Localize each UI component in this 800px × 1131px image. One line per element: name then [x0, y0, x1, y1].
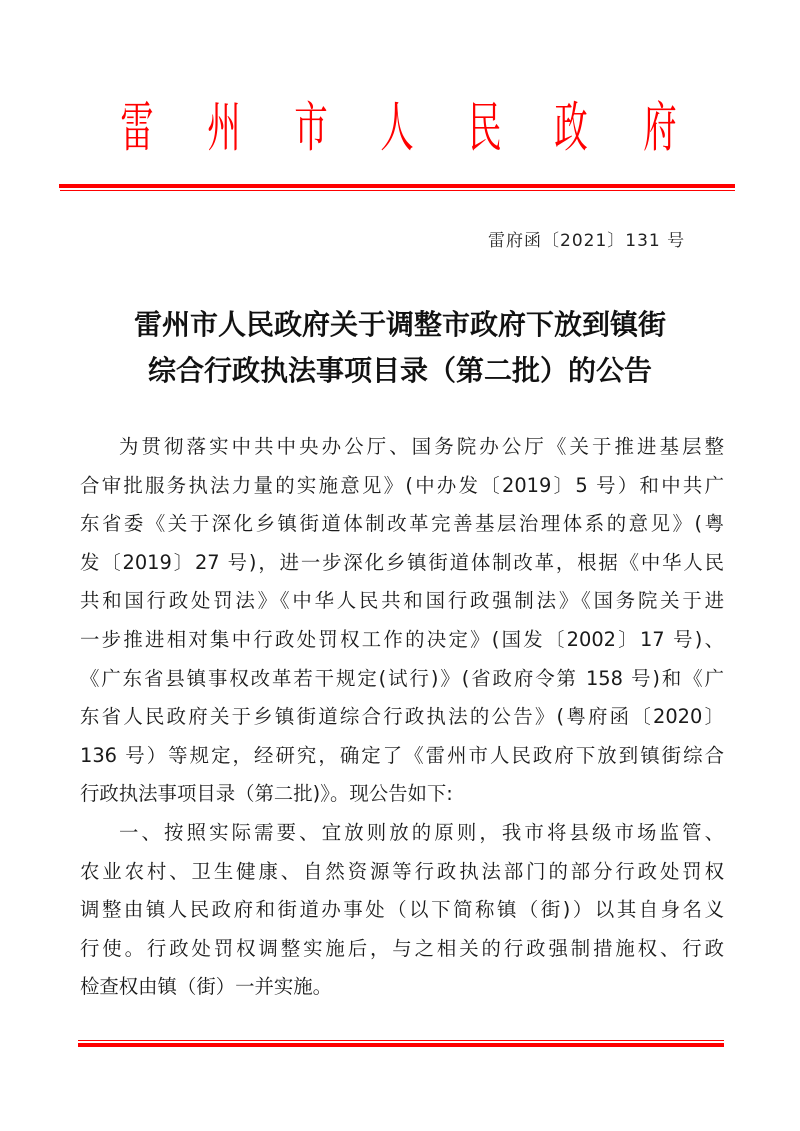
body-line: 《广东省县镇事权改革若干规定(试行)》(省政府令第 158 号)和《广 [80, 666, 724, 690]
document-title [0, 302, 800, 394]
body-line: 东省人民政府关于乡镇街道综合行政执法的公告》(粤府函〔2020〕 [80, 705, 724, 729]
body-line: 发〔2019〕27 号)，进一步深化乡镇街道体制改革，根据《中华人民 [80, 550, 724, 574]
masthead-char: 府 [643, 96, 677, 159]
document-body [80, 428, 724, 1007]
body-line: 为贯彻落实中共中央办公厅、国务院办公厅《关于推进基层整 [119, 435, 724, 458]
body-line: 一、按照实际需要、宜放则放的原则，我市将县级市场监管、 [119, 820, 724, 844]
footer-rule-thick [78, 1043, 724, 1047]
footer-rule-thin [78, 1040, 724, 1041]
document-number: 雷府函〔2021〕131 号 [488, 231, 686, 251]
body-line: 行使。行政处罚权调整实施后，与之相关的行政强制措施权、行政 [80, 936, 724, 960]
masthead-char: 州 [207, 96, 241, 159]
body-line: 农业农村、卫生健康、自然资源等行政执法部门的部分行政处罚权 [80, 859, 724, 883]
masthead-char: 人 [380, 96, 414, 159]
body-line: 调整由镇人民政府和街道办事处（以下简称镇（街)）以其自身名义 [80, 898, 724, 922]
body-line: 一步推进相对集中行政处罚权工作的决定》(国发〔2002〕17 号)、 [80, 627, 724, 651]
masthead-char: 市 [294, 96, 328, 159]
paragraph-1 [80, 428, 724, 814]
header-rule-thick [59, 184, 735, 188]
body-line: 检查权由镇（街）一并实施。 [80, 975, 333, 999]
masthead-char: 雷 [120, 96, 154, 159]
body-line: 合审批服务执法力量的实施意见》(中办发〔2019〕5 号）和中共广 [80, 473, 724, 497]
title-line: 综合行政执法事项目录（第二批）的公告 [147, 354, 652, 387]
header-rule-thin [60, 190, 735, 191]
body-line: 共和国行政处罚法》《中华人民共和国行政强制法》《国务院关于进 [80, 589, 724, 613]
body-line: 136 号）等规定，经研究，确定了《雷州市人民政府下放到镇街综合 [80, 743, 724, 767]
masthead-char: 政 [554, 96, 588, 159]
masthead-char: 民 [468, 96, 502, 159]
body-line: 东省委《关于深化乡镇街道体制改革完善基层治理体系的意见》(粤 [80, 512, 724, 536]
masthead [0, 86, 800, 170]
paragraph-2 [80, 814, 724, 1007]
body-line: 行政执法事项目录（第二批)》。现公告如下: [80, 782, 453, 806]
title-line: 雷州市人民政府关于调整市政府下放到镇街 [133, 308, 666, 341]
